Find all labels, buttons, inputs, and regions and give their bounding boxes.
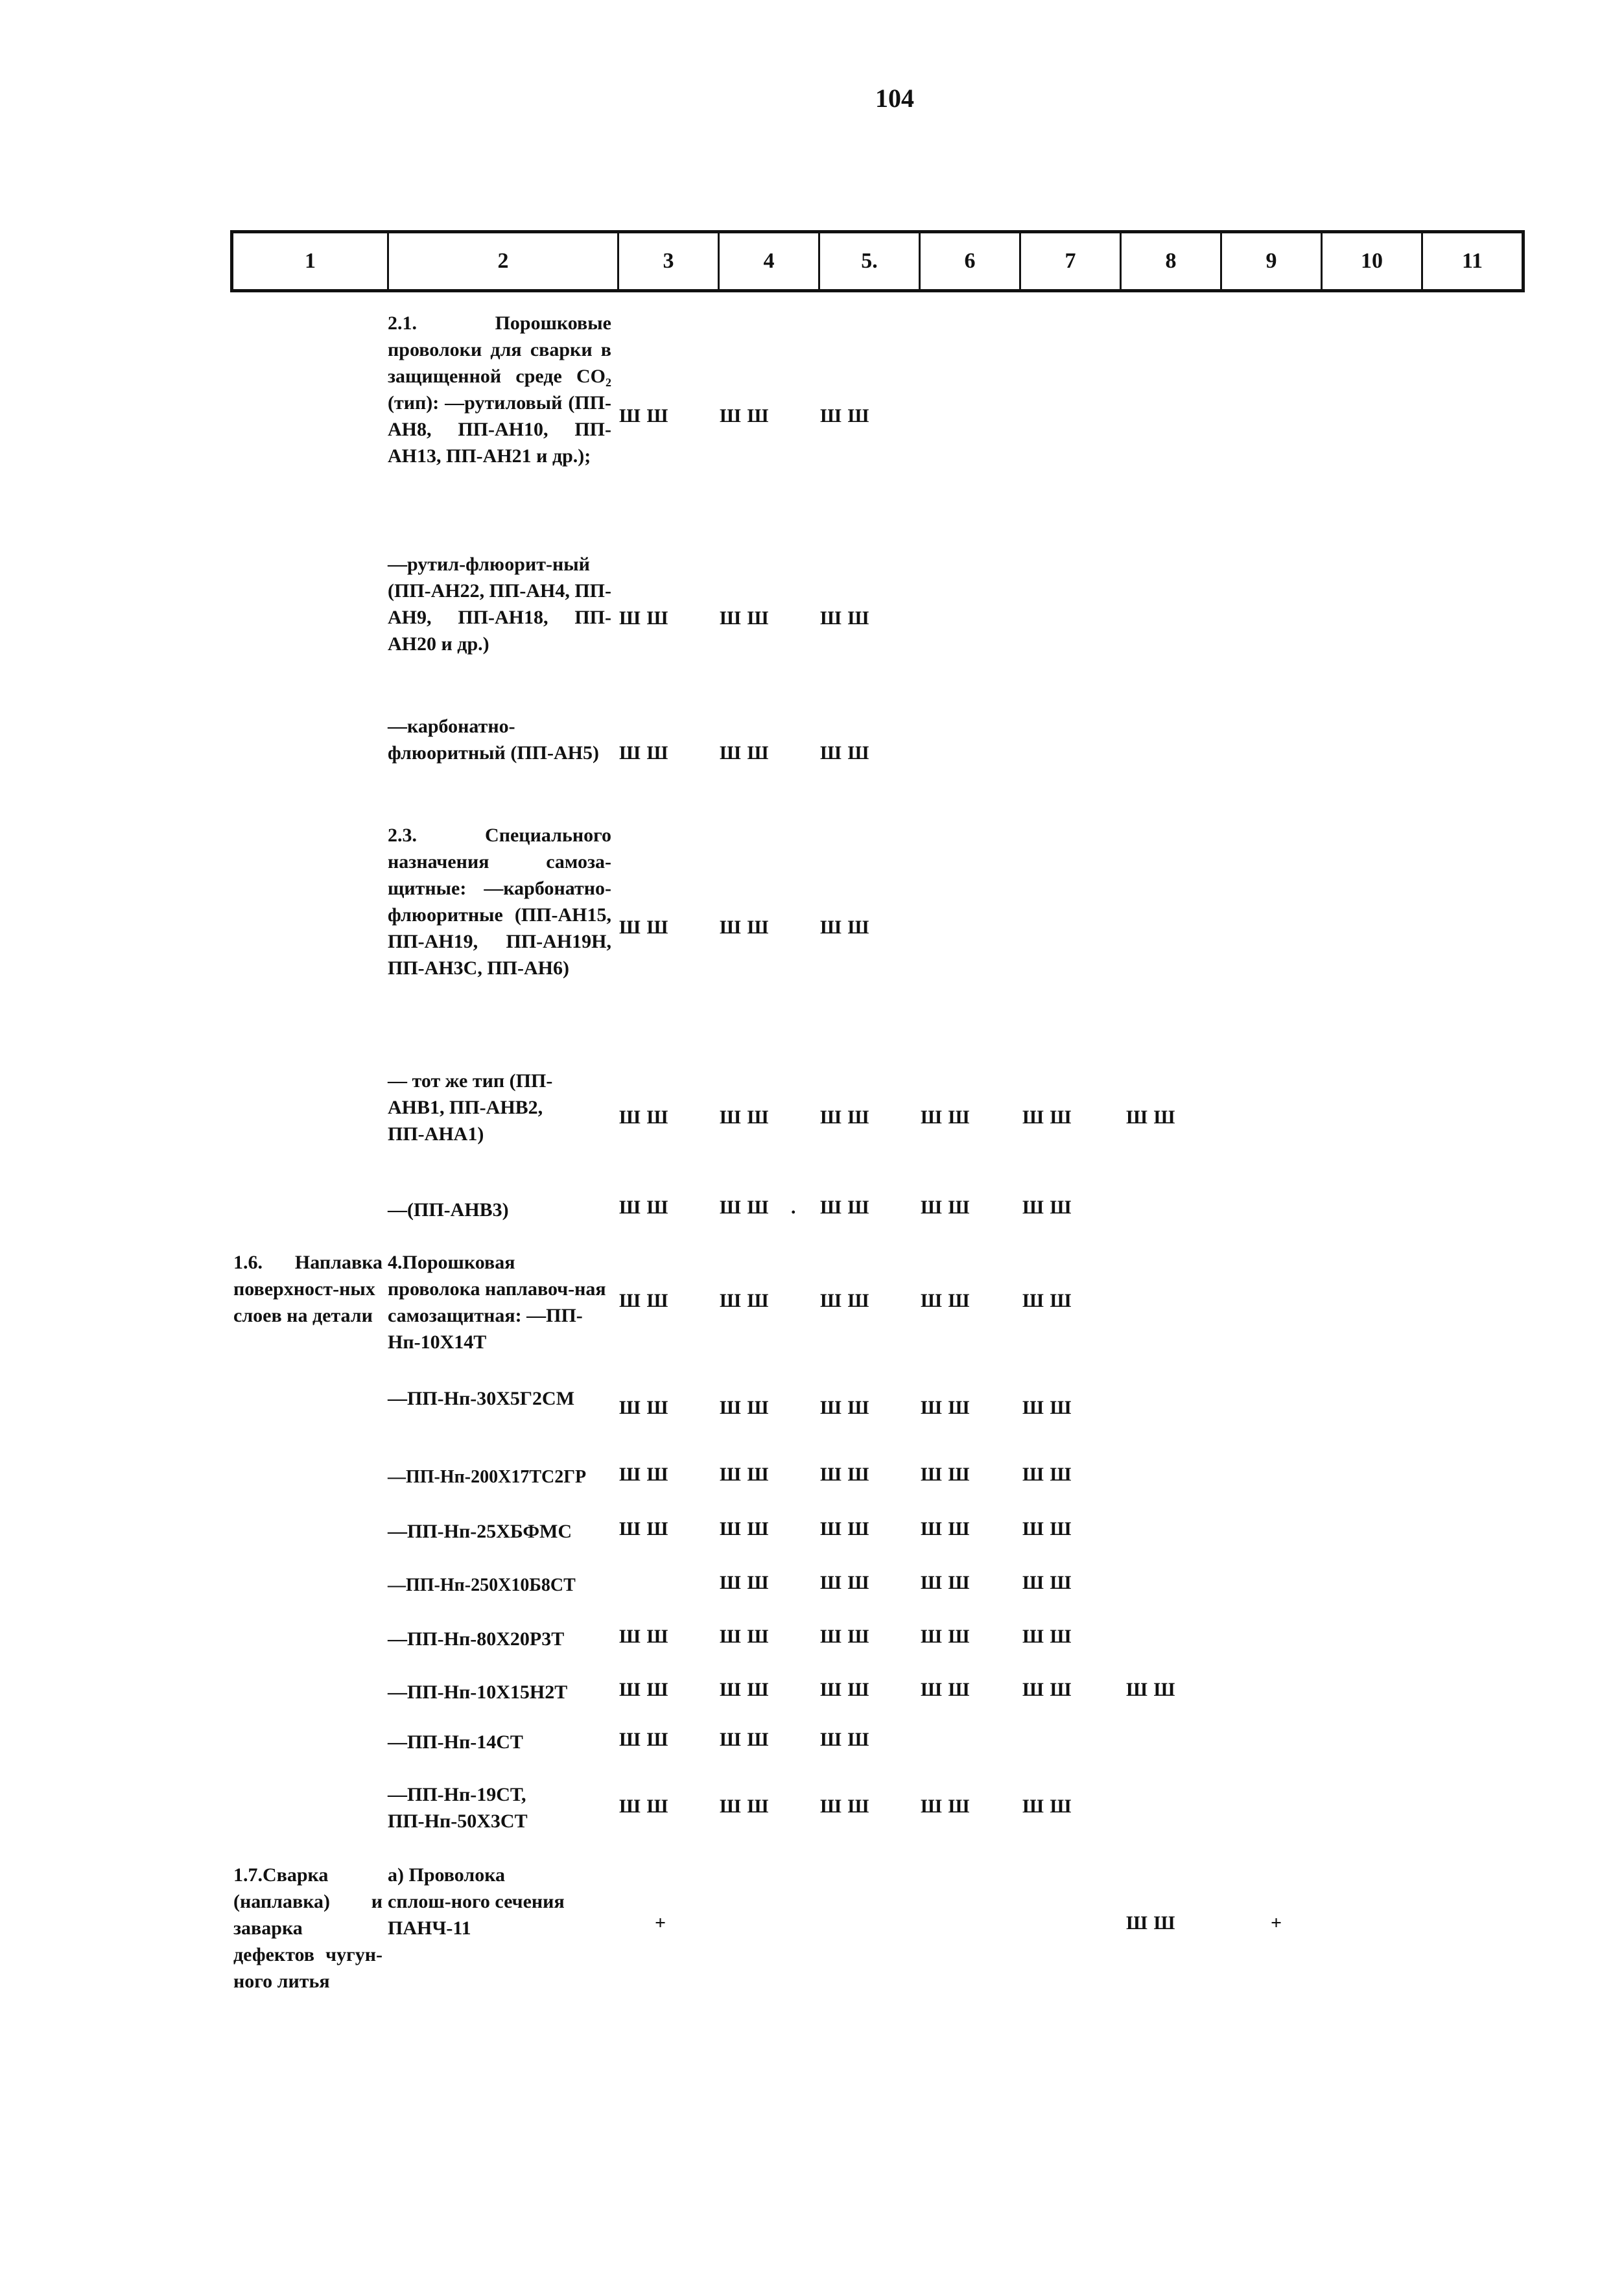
- row-description: —карбонатно-флюоритный (ПП-АН5): [388, 716, 599, 764]
- mark-col6: Ш Ш: [921, 1679, 971, 1700]
- mark-col7: Ш Ш: [1022, 1197, 1072, 1218]
- mark-col4: Ш Ш: [720, 607, 770, 629]
- mark-col4: Ш Ш: [720, 1518, 770, 1540]
- mark-col7: Ш Ш: [1022, 1626, 1072, 1647]
- mark-col3: Ш Ш: [619, 607, 669, 629]
- header-col-7: 7: [1020, 232, 1121, 291]
- row-description: а) Проволока сплош-ного сечения ПАНЧ-11: [388, 1864, 565, 1939]
- mark-col4: Ш Ш: [720, 405, 770, 427]
- mark-col3: Ш Ш: [619, 1626, 669, 1647]
- mark-col8: Ш Ш: [1126, 1679, 1176, 1700]
- row-description: —рутил-флюорит-ный (ПП-АН22, ПП-АН4, ПП-АН9, ПП-АН18, ПП-АН20 и др.): [388, 554, 611, 655]
- row-description: —ПП-Нп-30Х5Г2СМ: [388, 1388, 575, 1409]
- row-description: —ПП-Нп-25ХБФМС: [388, 1521, 572, 1542]
- mark-col6: Ш Ш: [921, 1290, 971, 1311]
- mark-col7: Ш Ш: [1022, 1796, 1072, 1817]
- header-col-3: 3: [618, 232, 719, 291]
- mark-col6: Ш Ш: [921, 1197, 971, 1218]
- mark-col8: Ш Ш: [1126, 1912, 1176, 1934]
- mark-col4: Ш Ш: [720, 1729, 770, 1750]
- row-description: —ПП-Нп-250Х10Б8СТ: [388, 1575, 576, 1595]
- mark-col7: Ш Ш: [1022, 1290, 1072, 1311]
- mark-col4: Ш Ш: [720, 1679, 770, 1700]
- mark-col3: Ш Ш: [619, 1197, 669, 1218]
- stray-dot: .: [791, 1197, 796, 1218]
- mark-col5: Ш Ш: [820, 917, 870, 938]
- mark-col3: Ш Ш: [619, 1107, 669, 1128]
- mark-col5: Ш Ш: [820, 1197, 870, 1218]
- mark-col3: Ш Ш: [619, 1796, 669, 1817]
- mark-col5: Ш Ш: [820, 1729, 870, 1750]
- row-description: —ПП-Нп-19СТ, ПП-Нп-50Х3СТ: [388, 1784, 528, 1832]
- mark-col7: Ш Ш: [1022, 1397, 1072, 1418]
- mark-col3: Ш Ш: [619, 1729, 669, 1750]
- mark-col5: Ш Ш: [820, 1397, 870, 1418]
- mark-col7: Ш Ш: [1022, 1572, 1072, 1593]
- row-description: 2.3. Специального назначения самоза-щитные: —карбонатно-флюоритные (ПП-АН15, ПП-АН19, ПП-АН19Н, ПП-АН3С, ПП-АН6): [388, 825, 611, 979]
- mark-col6: Ш Ш: [921, 1796, 971, 1817]
- mark-col4: Ш Ш: [720, 1796, 770, 1817]
- row-description: —(ПП-АНВ3): [388, 1199, 509, 1221]
- mark-col3: Ш Ш: [619, 1464, 669, 1485]
- row-description: — тот же тип (ПП-АНВ1, ПП-АНВ2, ПП-АНА1): [388, 1070, 553, 1145]
- row-description: 4.Порошковая проволока наплавоч-ная самозащитная: —ПП-Нп-10Х14Т: [388, 1252, 606, 1353]
- row-category: 1.6. Наплавка поверхност-ных слоев на детали: [233, 1252, 382, 1326]
- mark-col4: Ш Ш: [720, 1397, 770, 1418]
- mark-col5: Ш Ш: [820, 1107, 870, 1128]
- mark-col4: Ш Ш: [720, 1107, 770, 1128]
- header-col-11: 11: [1422, 232, 1524, 291]
- mark-col6: Ш Ш: [921, 1397, 971, 1418]
- header-col-2: 2: [388, 232, 618, 291]
- header-col-10: 10: [1322, 232, 1422, 291]
- header-col-6: 6: [920, 232, 1020, 291]
- header-col-9: 9: [1221, 232, 1322, 291]
- mark-col4: Ш Ш: [720, 1197, 770, 1218]
- row-description: 2.1. Порошковые проволоки для сварки в защищенной среде CO₂ (тип): —рутиловый (ПП-АН8, ПП-АН10, ПП-АН13, ПП-АН21 и др.);: [388, 312, 611, 467]
- mark-col7: Ш Ш: [1022, 1107, 1072, 1128]
- mark-col7: Ш Ш: [1022, 1464, 1072, 1485]
- mark-col3: Ш Ш: [619, 1679, 669, 1700]
- mark-col4: Ш Ш: [720, 917, 770, 938]
- mark-col4: Ш Ш: [720, 742, 770, 764]
- header-row: [232, 232, 1524, 291]
- mark-col4: Ш Ш: [720, 1572, 770, 1593]
- row-description: —ПП-Нп-10Х15Н2Т: [388, 1682, 568, 1703]
- mark-col3: +: [655, 1912, 667, 1934]
- header-col-5: 5.: [819, 232, 920, 291]
- mark-col6: Ш Ш: [921, 1572, 971, 1593]
- row-category: 1.7.Сварка (наплавка) и заварка дефектов чугун-ного литья: [233, 1864, 382, 1992]
- mark-col5: Ш Ш: [820, 1572, 870, 1593]
- mark-col6: Ш Ш: [921, 1518, 971, 1540]
- mark-col9: +: [1271, 1912, 1283, 1934]
- mark-col4: Ш Ш: [720, 1290, 770, 1311]
- mark-col5: Ш Ш: [820, 607, 870, 629]
- mark-col6: Ш Ш: [921, 1464, 971, 1485]
- mark-col5: Ш Ш: [820, 742, 870, 764]
- header-col-8: 8: [1121, 232, 1221, 291]
- mark-col3: Ш Ш: [619, 1397, 669, 1418]
- mark-col7: Ш Ш: [1022, 1679, 1072, 1700]
- page-number: 104: [875, 84, 914, 113]
- mark-col5: Ш Ш: [820, 1464, 870, 1485]
- mark-col5: Ш Ш: [820, 1290, 870, 1311]
- mark-col7: Ш Ш: [1022, 1518, 1072, 1540]
- mark-col3: Ш Ш: [619, 742, 669, 764]
- mark-col3: Ш Ш: [619, 405, 669, 427]
- mark-col4: Ш Ш: [720, 1464, 770, 1485]
- row-description: —ПП-Нп-14СТ: [388, 1731, 523, 1753]
- mark-col6: Ш Ш: [921, 1626, 971, 1647]
- mark-col8: Ш Ш: [1126, 1107, 1176, 1128]
- mark-col5: Ш Ш: [820, 405, 870, 427]
- column-header-table: [230, 230, 1525, 292]
- mark-col3: Ш Ш: [619, 917, 669, 938]
- mark-col5: Ш Ш: [820, 1679, 870, 1700]
- mark-col3: Ш Ш: [619, 1518, 669, 1540]
- mark-col5: Ш Ш: [820, 1518, 870, 1540]
- mark-col4: Ш Ш: [720, 1626, 770, 1647]
- mark-col5: Ш Ш: [820, 1626, 870, 1647]
- header-col-4: 4: [719, 232, 819, 291]
- row-description: —ПП-Нп-200Х17ТС2ГР: [388, 1467, 587, 1487]
- mark-col3: Ш Ш: [619, 1290, 669, 1311]
- mark-col6: Ш Ш: [921, 1107, 971, 1128]
- header-col-1: 1: [232, 232, 388, 291]
- row-description: —ПП-Нп-80Х20Р3Т: [388, 1628, 565, 1650]
- mark-col5: Ш Ш: [820, 1796, 870, 1817]
